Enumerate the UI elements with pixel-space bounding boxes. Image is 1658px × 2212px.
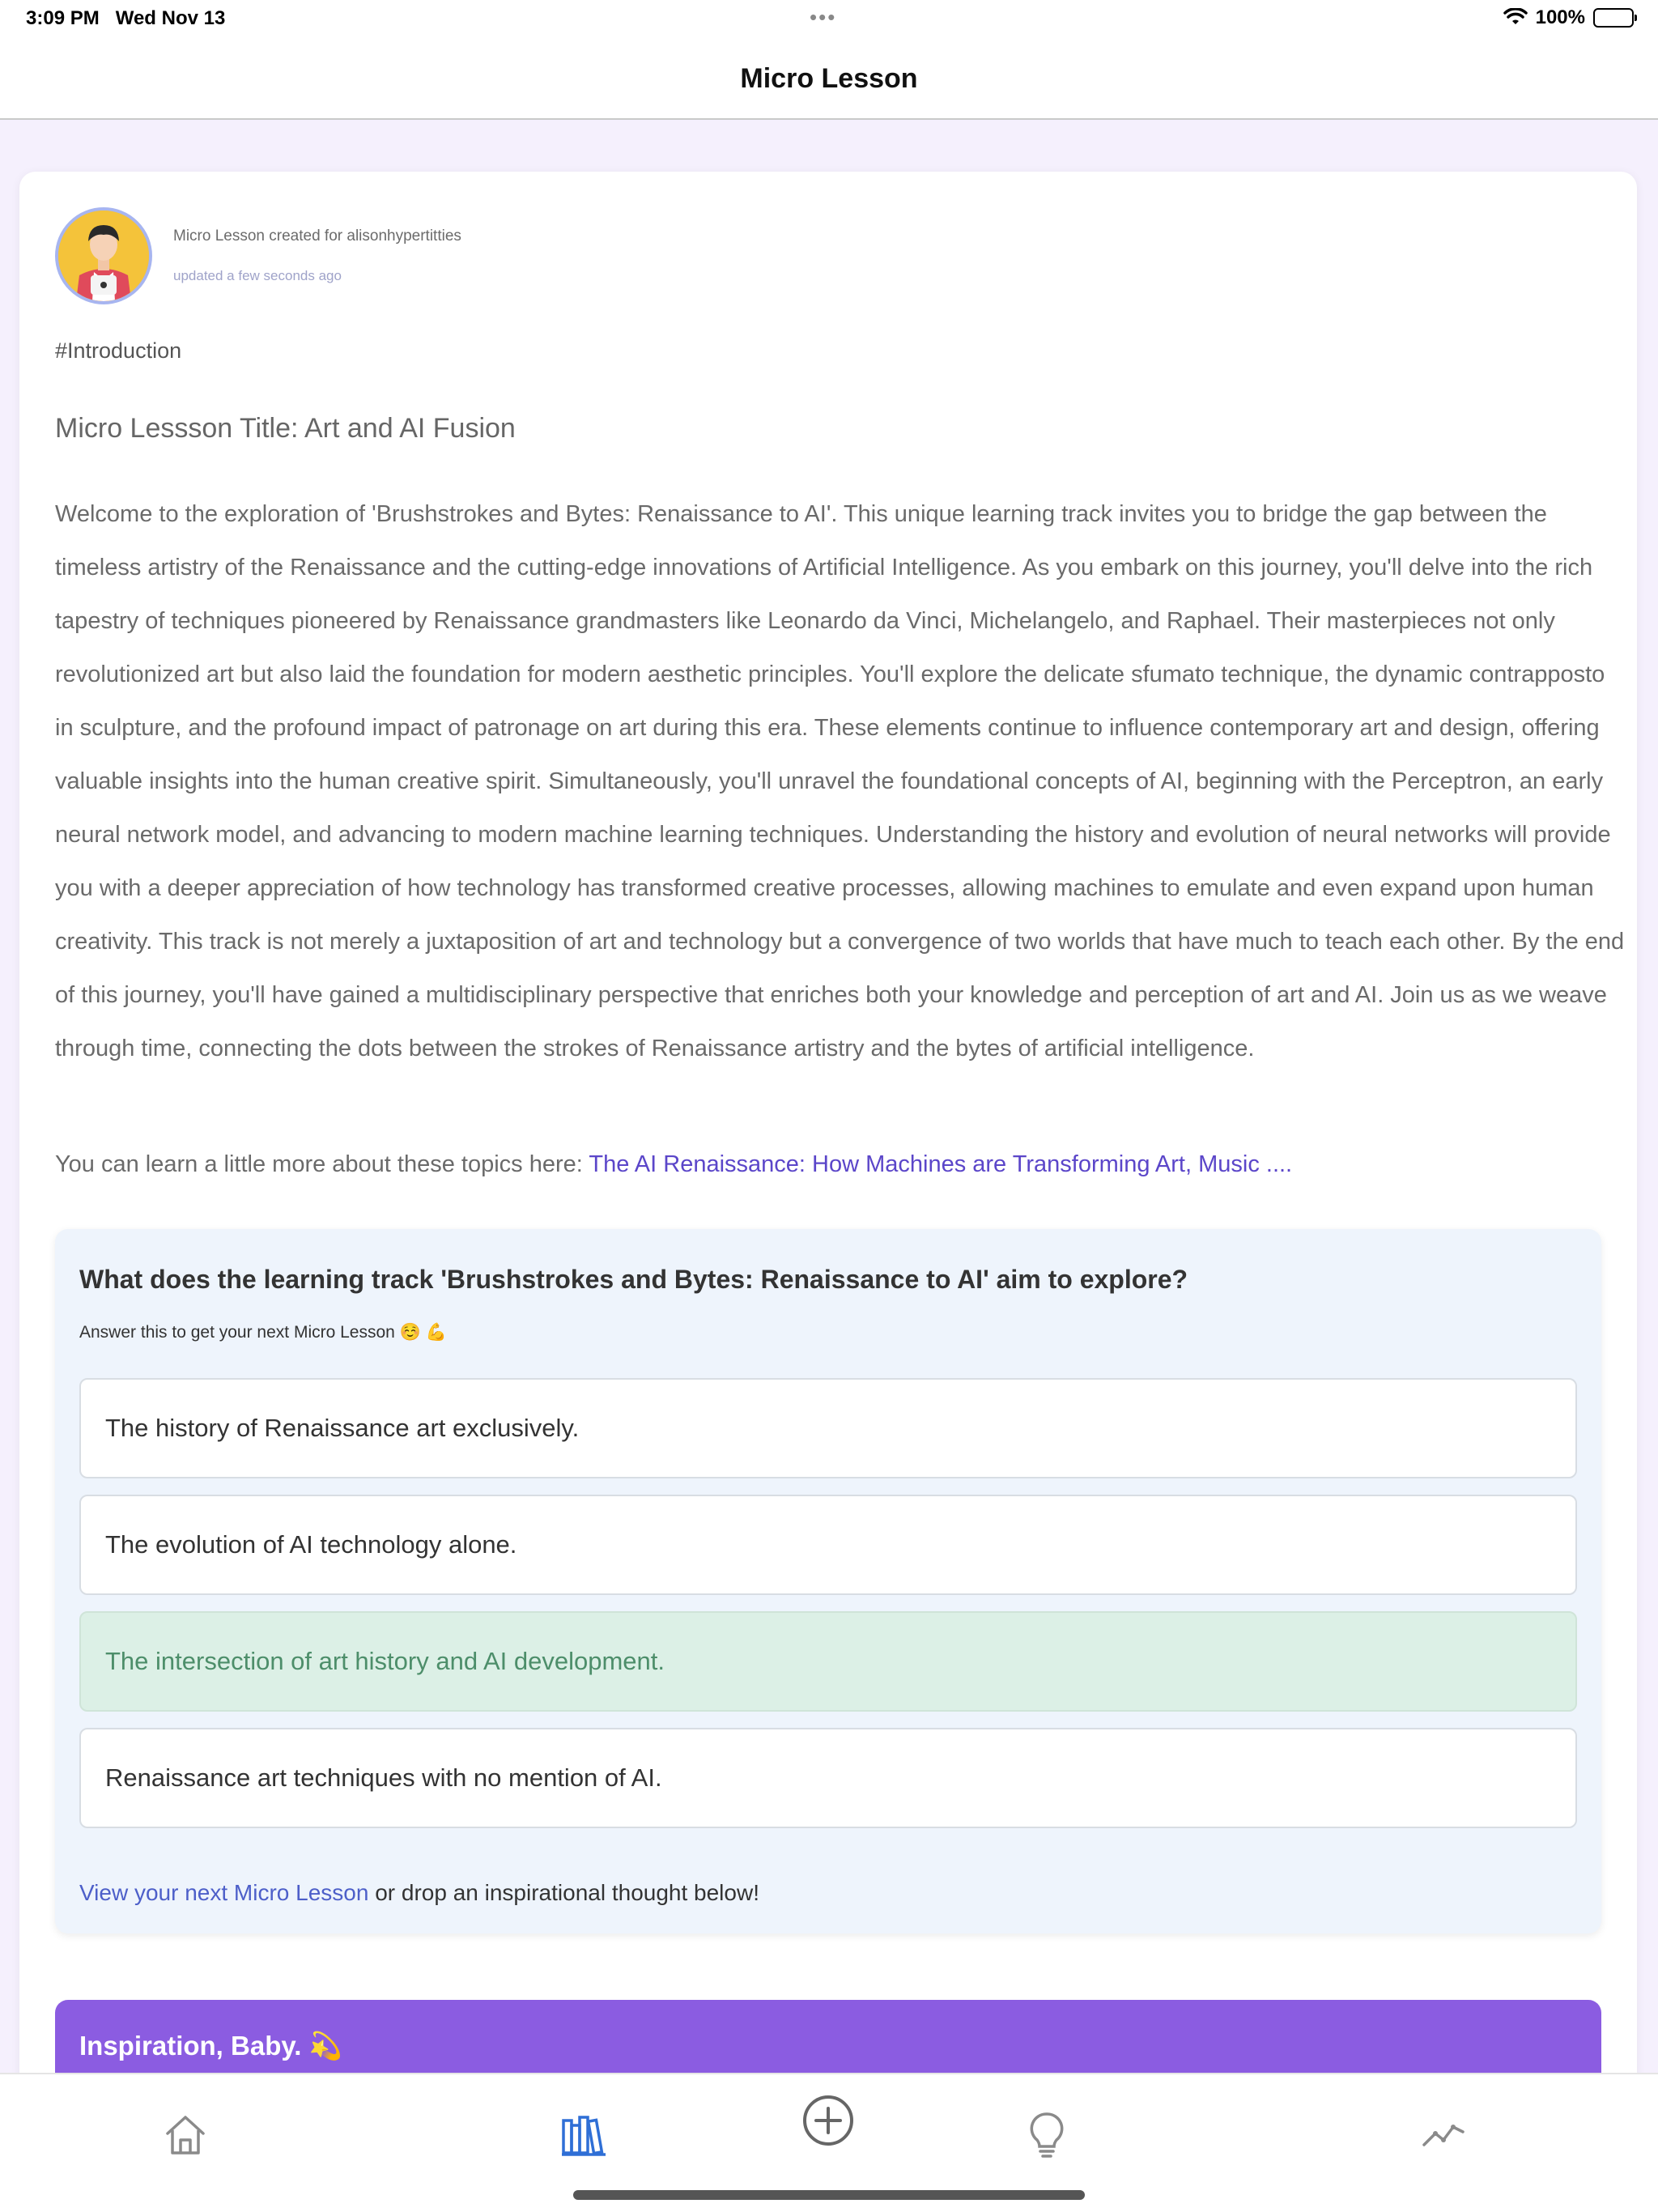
status-bar bbox=[0, 0, 1658, 39]
library-icon[interactable] bbox=[555, 2107, 612, 2163]
lesson-meta bbox=[173, 228, 461, 284]
status-indicators bbox=[1503, 6, 1634, 29]
status-time: 3:09 PM Wed Nov 13 bbox=[26, 7, 226, 29]
trend-icon[interactable] bbox=[1415, 2107, 1472, 2163]
quiz-footer-suffix: or drop an inspirational thought below! bbox=[368, 1880, 759, 1905]
quiz-subtitle: Answer this to get your next Micro Lesson ☺️ 💪 bbox=[79, 1323, 447, 1342]
created-for-label: Micro Lesson created for alisonhypertitties bbox=[173, 228, 461, 245]
wifi-icon bbox=[1503, 8, 1528, 28]
hashtag: #Introduction bbox=[55, 338, 182, 363]
battery-percent: 100% bbox=[1535, 6, 1585, 28]
next-lesson-link[interactable]: View your next Micro Lesson bbox=[79, 1880, 369, 1905]
battery-icon bbox=[1593, 8, 1634, 28]
quiz-option-3-correct[interactable]: The intersection of art history and AI development. bbox=[79, 1611, 1577, 1712]
quiz-footer bbox=[79, 1880, 759, 1906]
add-icon[interactable] bbox=[800, 2092, 857, 2149]
author-row bbox=[55, 207, 461, 304]
lightbulb-icon[interactable] bbox=[1018, 2107, 1075, 2163]
updated-timestamp: updated a few seconds ago bbox=[173, 268, 342, 283]
quiz-option-1[interactable]: The history of Renaissance art exclusively. bbox=[79, 1378, 1577, 1478]
lesson-title: Micro Lessson Title: Art and AI Fusion bbox=[55, 413, 516, 444]
home-indicator[interactable] bbox=[573, 2190, 1085, 2200]
avatar[interactable] bbox=[55, 207, 152, 304]
home-icon[interactable] bbox=[157, 2107, 214, 2163]
learn-more-link[interactable]: The AI Renaissance: How Machines are Transforming Art, Music .... bbox=[589, 1151, 1293, 1177]
page-title: Micro Lesson bbox=[740, 62, 918, 94]
multitask-dots-icon[interactable]: ••• bbox=[810, 5, 837, 29]
lesson-card bbox=[19, 172, 1637, 2115]
quiz-card bbox=[55, 1229, 1601, 1933]
learn-more-line bbox=[55, 1151, 1292, 1178]
quiz-option-2[interactable]: The evolution of AI technology alone. bbox=[79, 1495, 1577, 1595]
quiz-question: What does the learning track 'Brushstrokes and Bytes: Renaissance to AI' aim to explore? bbox=[79, 1265, 1188, 1294]
learn-more-prefix: You can learn a little more about these topics here: bbox=[55, 1151, 589, 1177]
nav-bar bbox=[0, 39, 1658, 120]
avatar-illustration bbox=[58, 211, 149, 301]
lesson-body: Welcome to the exploration of 'Brushstrokes and Bytes: Renaissance to AI'. This unique learning track invites you to bridge the gap between the timeless artistry of the Renaissance and the cutting-edge innovations of Artificial Intelligence. As you embark on this journey, you'll delve into the rich tapestry of techniques pioneered by Renaissance grandmasters like Leonardo da Vinci, Michelangelo, and Raphael. Their masterpieces not only revolutionized art but also laid the foundation for modern aesthetic principles. You'll explore the delicate sfumato technique, the dynamic contrapposto in sculpture, and the profound impact of patronage on art during this era. These elements continue to influence contemporary art and design, offering valuable insights into the human creative spirit. Simultaneously, you'll unravel the foundational concepts of AI, beginning with the Perceptron, an early neural network model, and advancing to modern machine learning techniques. Understanding the history and evolution of neural networks will provide you with a deeper appreciation of how technology has transformed creative processes, allowing machines to emulate and even expand upon human creativity. This track is not merely a juxtaposition of art and technology but a convergence of two worlds that have much to teach each other. By the end of this journey, you'll have gained a multidisciplinary perspective that enriches both your knowledge and perception of art and AI. Join us as we weave through time, connecting the dots between the strokes of Renaissance artistry and the bytes of artificial intelligence. bbox=[55, 501, 1625, 1061]
quiz-option-4[interactable]: Renaissance art techniques with no mention of AI. bbox=[79, 1728, 1577, 1828]
inspiration-title: Inspiration, Baby. 💫 bbox=[79, 2031, 342, 2061]
